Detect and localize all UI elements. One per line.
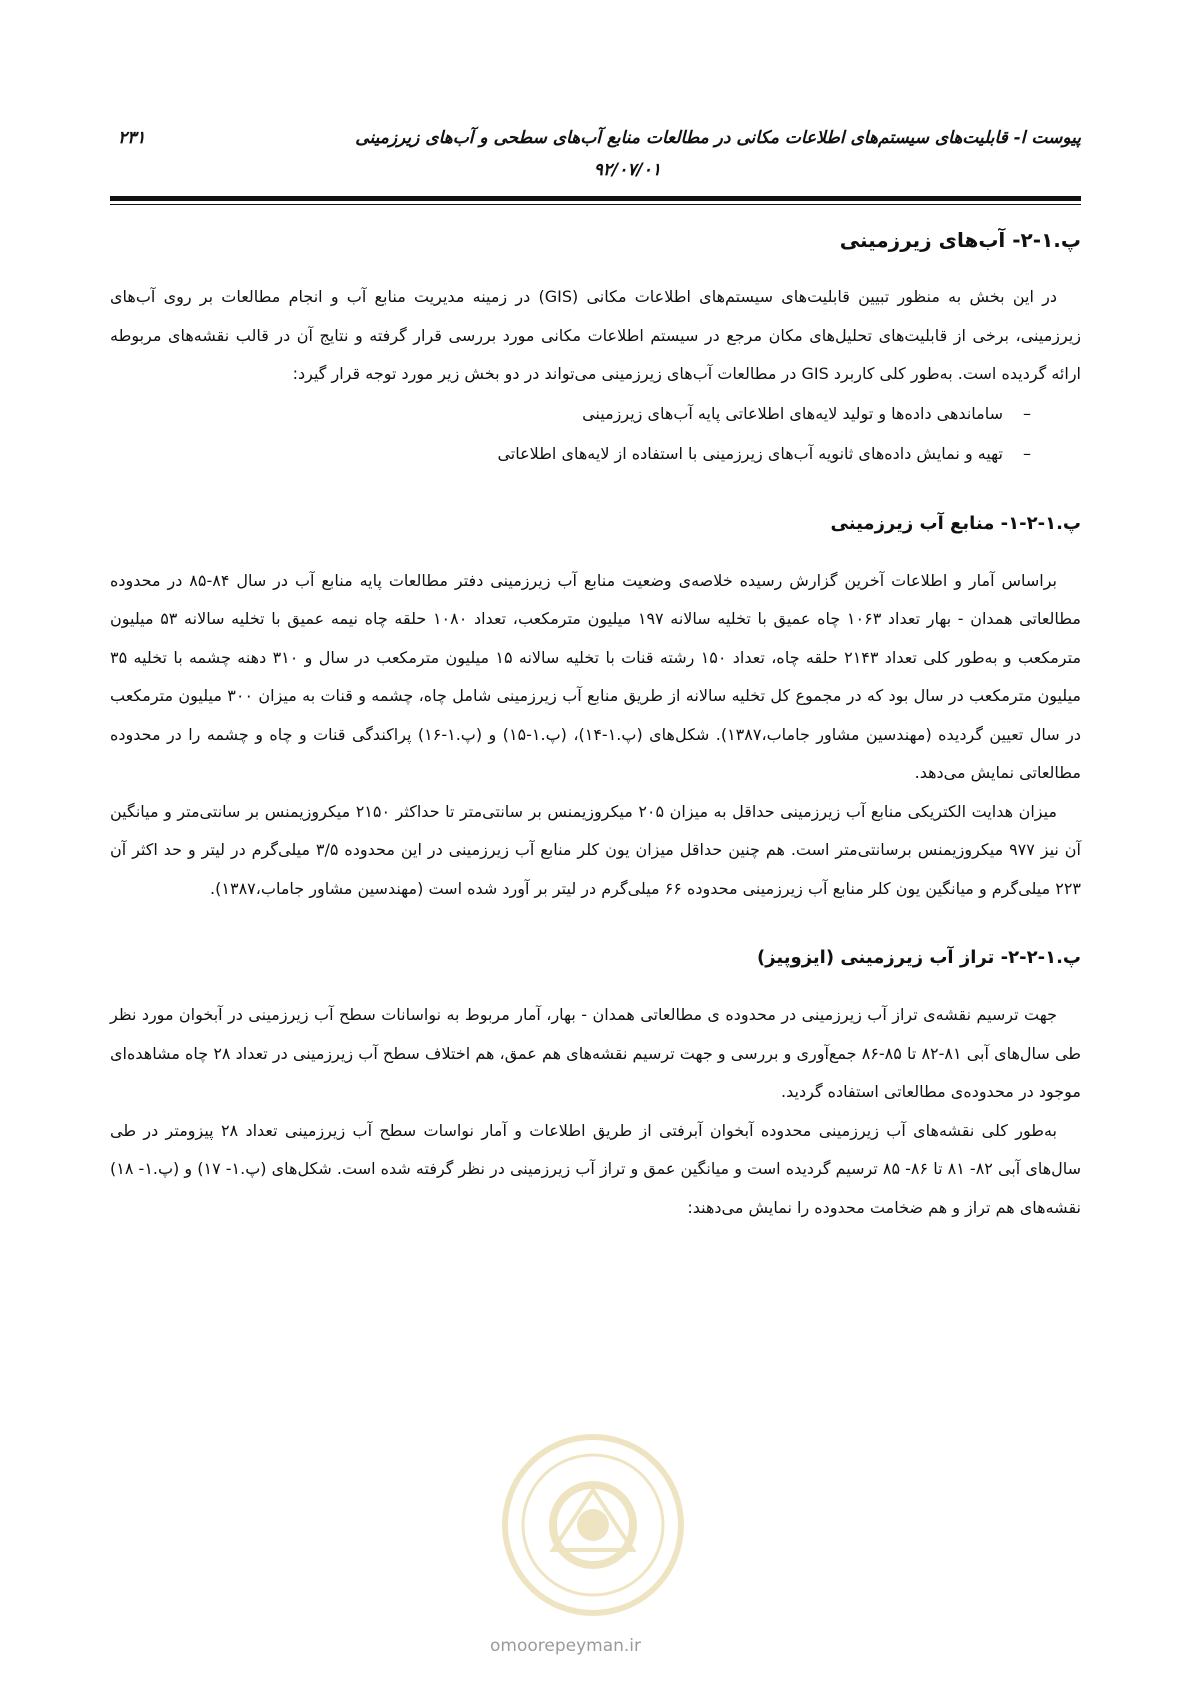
bullet-list xyxy=(110,394,1081,474)
dash-icon: – xyxy=(1023,443,1031,463)
watermark-url: omoorepeyman.ir xyxy=(490,1636,642,1656)
list-item xyxy=(110,394,1031,434)
page-content xyxy=(110,220,1081,1227)
page-number: ۲۳۱ xyxy=(118,128,146,148)
subsection-1-paragraph-1: براساس آمار و اطلاعات آخرین گزارش رسیده خلاصه‌ی وضعیت منابع آب زیرزمینی دفتر مطالعات پایه منابع آب در سال ۸۴-۸۵ در محدوده مطالعاتی همدان - بهار تعداد ۱۰۶۳ چاه عمیق با تخلیه سالانه ۱۹۷ میلیون مترمکعب، تعداد ۱۰۸۰ حلقه چاه نیمه عمیق با تخلیه سالانه ۵۳ میلیون مترمکعب و به‌طور کلی تعداد ۲۱۴۳ حلقه چاه، تعداد ۱۵۰ رشته قنات با تخلیه سالانه ۱۵ میلیون مترمکعب در سال و ۳۱۰ دهنه چشمه با تخلیه ۳۵ میلیون مترمکعب در سال بود که در مجموع کل تخلیه سالانه از طریق منابع آب زیرزمینی شامل چاه، چشمه و قنات به میزان ۳۰۰ میلیون مترمکعب در سال تعیین گردیده (مهندسین مشاور جاماب،۱۳۸۷). شکل‌های (پ.۱-۱۴)، (پ.۱-۱۵) و (پ.۱-۱۶) پراکندگی قنات و چاه و چشمه را در محدوده مطالعاتی نمایش می‌دهد. xyxy=(110,570,1082,782)
header-title: پیوست ا- قابلیت‌های سیستم‌های اطلاعات مکانی در مطالعات منابع آب‌های سطحی و آب‌های زیرزمینی xyxy=(355,128,1081,148)
subsection-2-heading: پ.۱-۲-۲- تراز آب زیرزمینی (ایزوپیز) xyxy=(757,947,1081,968)
header-rule-thick xyxy=(110,196,1081,201)
subsection-1-paragraph-2: میزان هدایت الکتریکی منابع آب زیرزمینی حداقل به میزان ۲۰۵ میکروزیمنس بر سانتی‌متر تا حداکثر ۲۱۵۰ میکروزیمنس بر سانتی‌متر و میانگین آن نیز ۹۷۷ میکروزیمنس برسانتی‌متر است. هم چنین حداقل میزان یون کلر منابع آب زیرزمینی در این محدوده ۳/۵ میلی‌گرم در لیتر و حد اکثر آن ۲۲۳ میلی‌گرم و میانگین یون کلر منابع آب زیرزمینی محدوده ۶۶ میلی‌گرم در لیتر بر آورد شده است (مهندسین مشاور جاماب،۱۳۸۷). xyxy=(110,801,1081,898)
subsection-2-paragraph-2: به‌طور کلی نقشه‌های آب زیرزمینی محدوده آبخوان آبرفتی از طریق اطلاعات و آمار نواسات سطح آب زیرزمینی تعداد ۲۸ پیزومتر در طی سال‌های آبی ۸۲- ۸۱ تا ۸۶- ۸۵ ترسیم گردیده است و میانگین عمق و تراز آب زیرزمینی در نظر گرفته شده است. شکل‌های (پ.۱- ۱۷) و (پ.۱- ۱۸) نقشه‌های هم تراز و هم ضخامت محدوده را نمایش می‌دهند: xyxy=(110,1120,1082,1217)
dash-icon: – xyxy=(1023,403,1031,423)
header-date: ۹۲/۰۷/۰۱ xyxy=(593,160,661,180)
header-rule-thin xyxy=(110,204,1081,205)
list-item-text: تهیه و نمایش داده‌های ثانویه آب‌های زیرزمینی با استفاده از لایه‌های اطلاعاتی xyxy=(497,443,1003,463)
watermark-seal xyxy=(498,1430,688,1620)
list-item xyxy=(110,434,1031,474)
subsection-1-heading: پ.۱-۲-۱- منابع آب زیرزمینی xyxy=(830,512,1081,534)
section-intro-paragraph: در این بخش به منظور تبیین قابلیت‌های سیستم‌های اطلاعات مکانی (GIS) در زمینه مدیریت منابع آب و انجام مطالعات بر روی آب‌های زیرزمینی، برخی از قابلیت‌های تحلیل‌های مکان مرجع در سیستم اطلاعات مکانی مورد بررسی قرار گرفته و نتایج آن در قالب نقشه‌های مربوطه ارائه گردیده است. به‌طور کلی کاربرد GIS در مطالعات آب‌های زیرزمینی می‌تواند در دو بخش زیر مورد توجه قرار گیرد: xyxy=(110,287,1081,383)
section-heading: پ.۱-۲- آب‌های زیرزمینی xyxy=(839,228,1081,252)
subsection-2-paragraph-1: جهت ترسیم نقشه‌ی تراز آب زیرزمینی در محدوده ی مطالعاتی همدان - بهار، آمار مربوط به نواسانات سطح آب زیرزمینی در آبخوان مورد نظر طی سال‌های آبی ۸۱-۸۲ تا ۸۵-۸۶ جمع‌آوری و بررسی و جهت ترسیم نقشه‌های هم عمق، هم اختلاف سطح آب زیرزمینی در تعداد ۲۸ چاه مشاهده‌ای موجود در محدوده‌ی مطالعاتی استفاده گردید. xyxy=(110,1005,1082,1101)
list-item-text: ساماندهی داده‌ها و تولید لایه‌های اطلاعاتی پایه آب‌های زیرزمینی xyxy=(582,403,1003,423)
